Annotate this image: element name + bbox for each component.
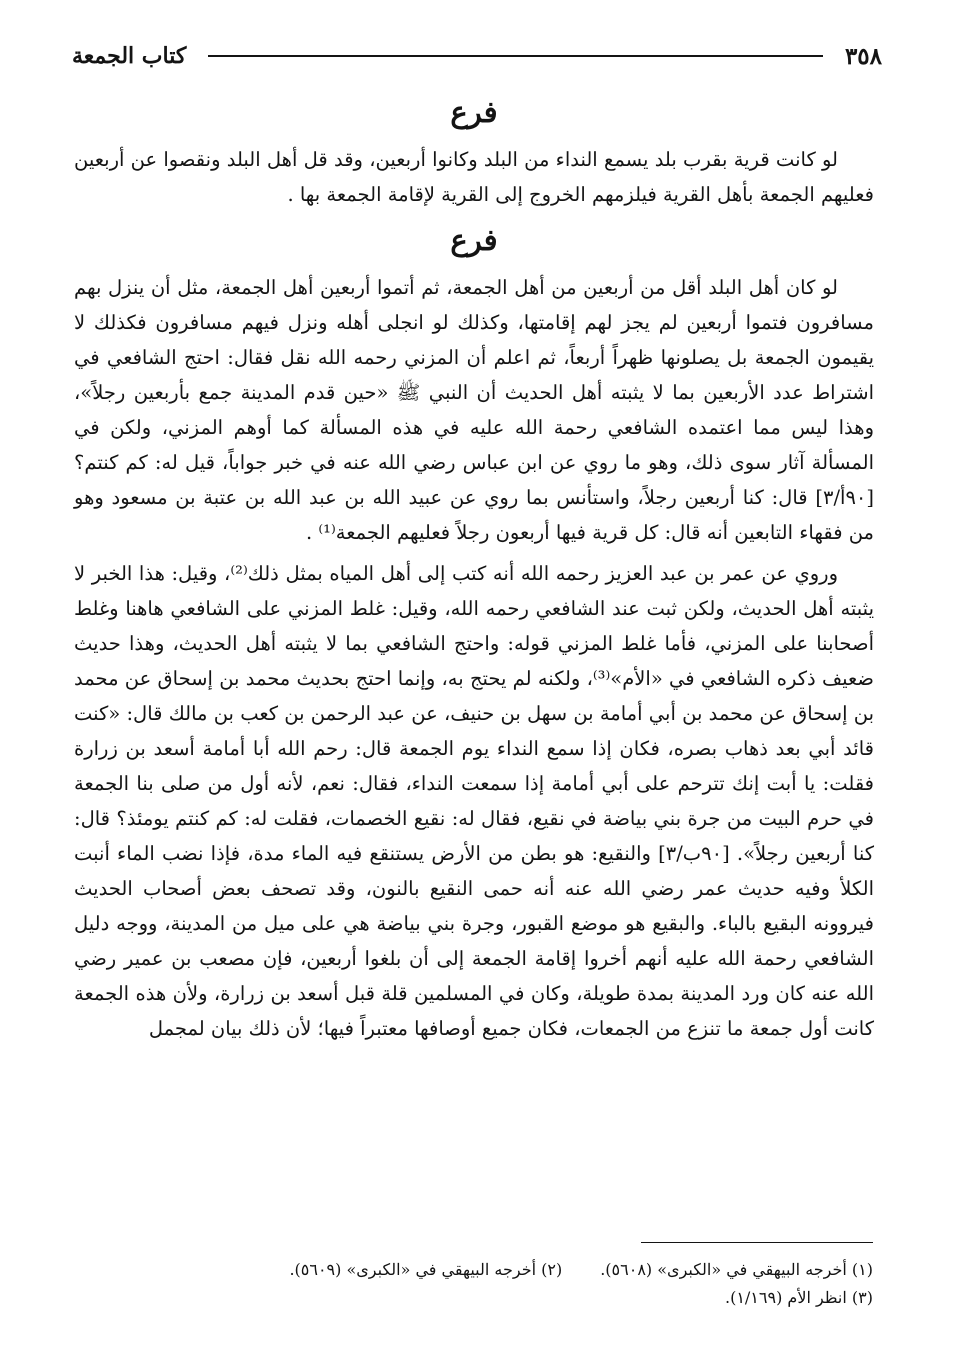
paragraph-2: لو كان أهل البلد أقل من أربعين من أهل الجمعة، ثم أتموا أربعين أهل الجمعة، مثل أن ينزل بهم مسافرون فتموا أربعين لم يجز لهم إقامتها، وكذلك لو انجلى أهله ونزل فيهم مسافرون فكذلك لا يقيمون الجمعة بل يصلونها ظهراً أربعاً، ثم اعلم أن المزني رحمه الله نقل فقال: احتج الشافعي في اشتراط عدد الأربعين بما لا يثبته أهل الحديث أن النبي ﷺ «حين قدم المدينة جمع بأربعين رجلاً»، وهذا ليس مما اعتمده الشافعي رحمة الله عليه في هذه المسألة كما أوهم المزني، ولكن في المسألة آثار سوى ذلك، وهو ما روي عن ابن عباس رضي الله عنه في خبر جواباً، قيل له: كم كنتم؟ [٩٠أ/٣] قال: كنا أربعين رجلاً، واستأنس بما روي عن عبيد الله بن عبد الله بن عتبة بن مسعود وهو من فقهاء التابعين أنه قال: كل قرية فيها أربعون رجلاً فعليهم الجمعة⁽¹⁾ . [74,276,874,544]
header-divider [208,55,823,57]
footnote-3: (٣) انظر الأم (١/١٦٩). [724,1288,873,1307]
footnote-row [153,1284,873,1312]
page-header [72,36,882,76]
footnote-1: (١) أخرجه البيهقي في «الكبرى» (٥٦٠٨). [600,1260,873,1279]
footnotes [153,1256,873,1312]
paragraph-3: وروي عن عمر بن عبد العزيز رحمه الله أنه كتب إلى أهل المياه بمثل ذلك⁽²⁾، وقيل: هذا الخبر لا يثبته أهل الحديث، ولكن ثبت عند الشافعي رحمه الله، وقيل: غلط المزني على الشافعي هاهنا وغلط أصحابنا على المزني، فأما غلط المزني قوله: واحتج الشافعي بما لا يثبته أهل الحديث، وهذا حديث ضعيف ذكره الشافعي في «الأم»⁽³⁾، ولكنه لم يحتج به، وإنما احتج بحديث محمد بن إسحاق عن محمد بن إسحاق عن محمد بن أبي أمامة بن سهل بن حنيف، عن عبد الرحمن بن كعب بن مالك قال: «كنت قائد أبي بعد ذهاب بصره، فكان إذا سمع النداء يوم الجمعة قال: رحم الله أبا أمامة أسعد بن زرارة فقلت: يا أبت إنك تترحم على أبي أمامة إذا سمعت النداء، فقال: نعم، لأنه أول من صلى بنا الجمعة في حرم البيت من جرة بني بياضة في نقيع، فقال له: نقيع الخصمات، فقلت له: كم كنتم يومئذ؟ قال: كنا أربعين رجلاً». [٩٠ب/٣] والنقيع: هو بطن من الأرض يستنقع فيه الماء مدة، فإذا نضب الماء أنبت الكلأ وفيه حديث عمر رضي الله عنه أنه حمى النقيع بالنون، وقد تصحف بعض أصحاب الحديث فيروونه البقيع بالباء. والبقيع هو موضع القبور، وجرة بني بياضة هي على ميل من المدينة، ووجه دليل الشافعي رحمة الله عليه أنهم أخروا إقامة الجمعة إلى أن بلغوا أربعين، فإن مصعب بن عمير رضي الله عنه كان ورد المدينة بمدة طويلة، وكان في المسلمين قلة قبل أسعد بن زرارة، ولأن هذه الجمعة كانت أول جمعة ما تنزع من الجمعات، فكان جميع أوصافها معتبراً فيها؛ لأن ذلك بيان لمجمل [74,562,874,1040]
page-number: ٣٥٨ [844,42,882,70]
footnote-divider [641,1242,873,1243]
footnote-2: (٢) أخرجه البيهقي في «الكبرى» (٥٦٠٩). [289,1260,563,1279]
running-title: كتاب الجمعة [72,43,187,69]
footnote-row [153,1256,873,1284]
section-heading-2: فرع [450,223,498,257]
main-text [74,88,874,1046]
section-heading-1: فرع [450,95,498,129]
paragraph-1: لو كانت قرية بقرب بلد يسمع النداء من البلد وكانوا أربعين، وقد قل أهل البلد ونقصوا عن أربعين فعليهم الجمعة بأهل القرية فيلزمهم الخروج إلى القرية لإقامة الجمعة بها . [74,148,874,206]
